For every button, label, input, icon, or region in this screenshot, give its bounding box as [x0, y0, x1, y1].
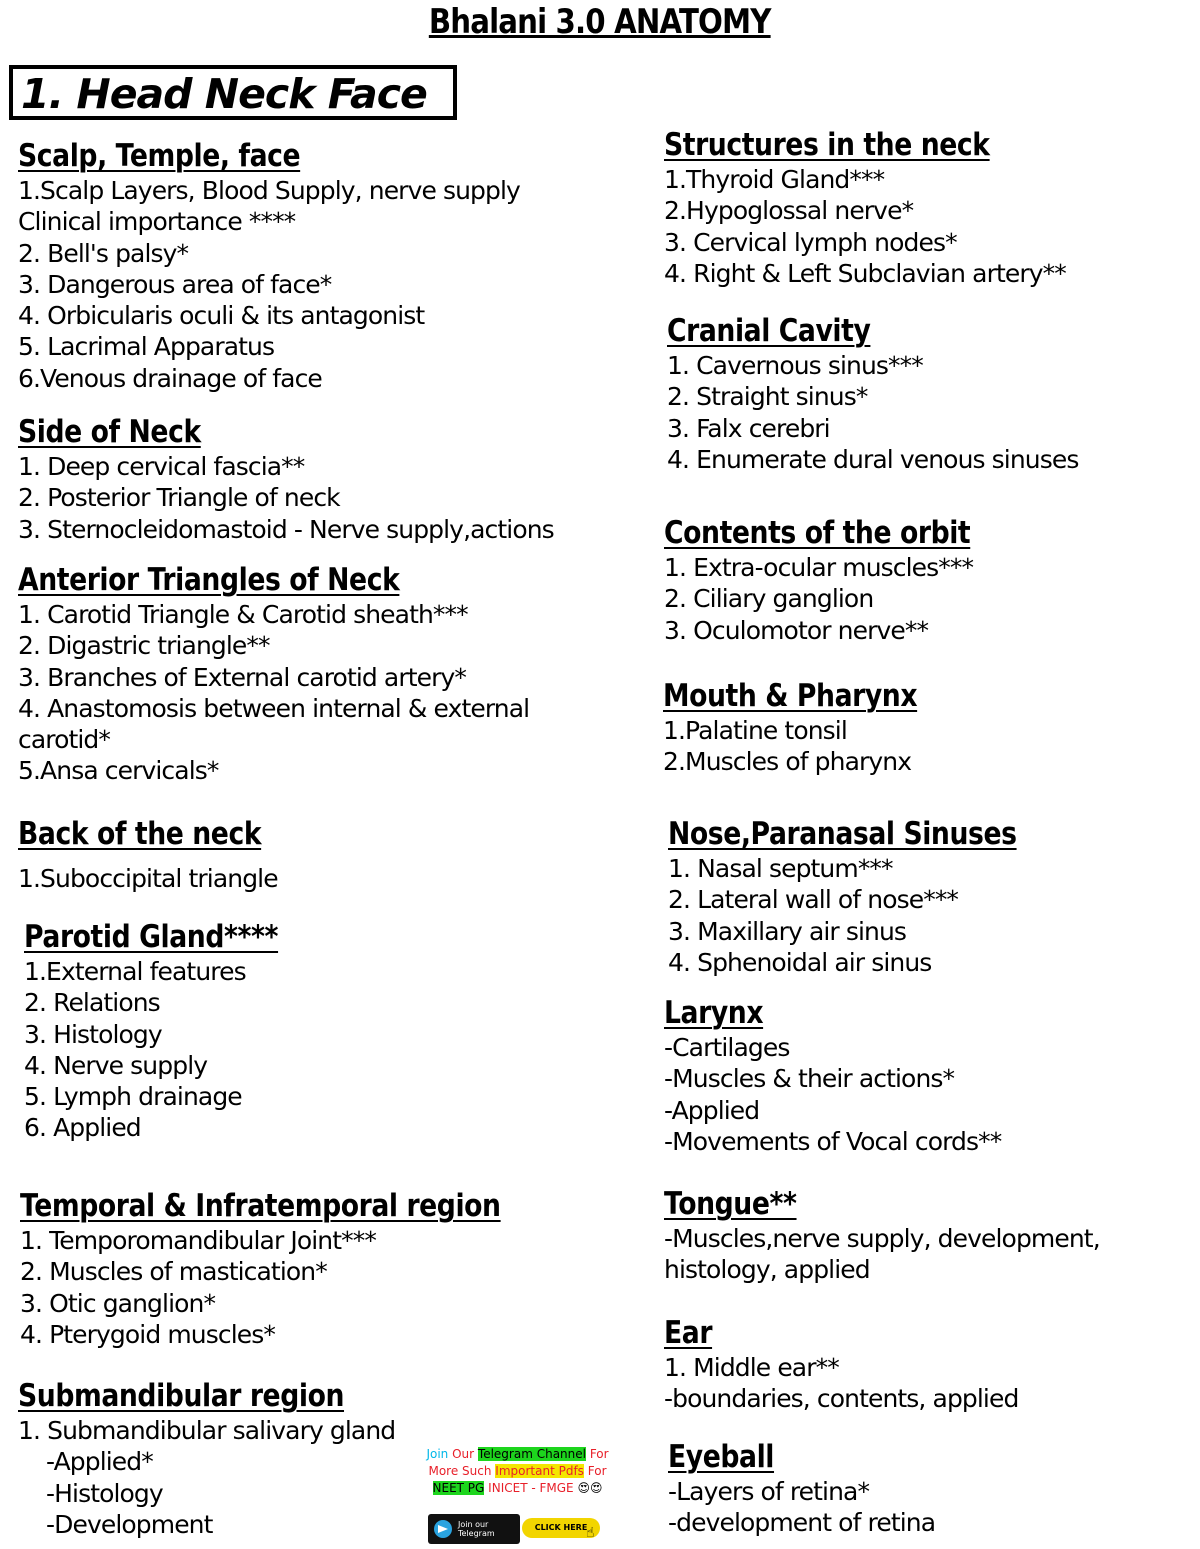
list-item: 5. Lacrimal Apparatus — [18, 332, 275, 362]
section-cranial-cavity — [667, 312, 1187, 475]
section-heading: Tongue** — [664, 1186, 797, 1222]
pointer-hand-icon: ☝ — [586, 1525, 595, 1541]
section-heading: Ear — [664, 1315, 713, 1351]
list-item: -Applied — [664, 1095, 760, 1125]
section-heading: Anterior Triangles of Neck — [18, 562, 400, 598]
telegram-button[interactable] — [428, 1514, 520, 1544]
section-heading: Scalp, Temple, face — [18, 138, 301, 174]
chapter-title-box — [9, 65, 457, 120]
section-submandibular — [18, 1377, 408, 1540]
list-item: 1. Cavernous sinus*** — [667, 351, 923, 380]
list-item: 1. Middle ear** — [664, 1353, 839, 1382]
list-item: 4. Orbicularis oculi & its antagonist — [18, 301, 425, 331]
list-item: 2. Lateral wall of nose*** — [668, 885, 959, 915]
section-structures-in-neck — [664, 126, 1184, 289]
list-item: 1. Carotid Triangle & Carotid sheath*** — [18, 600, 468, 629]
list-item: 3. Histology — [24, 1019, 162, 1049]
list-item: 3. Maxillary air sinus — [668, 916, 907, 946]
list-item: 4. Sphenoidal air sinus — [668, 947, 932, 977]
section-scalp — [18, 137, 618, 394]
list-item: -Applied* — [46, 1447, 153, 1477]
list-item: -Development — [46, 1509, 213, 1539]
list-item: Clinical importance **** — [18, 207, 296, 237]
list-item: 5. Lymph drainage — [24, 1082, 242, 1112]
section-heading: Nose,Paranasal Sinuses — [668, 816, 1017, 852]
section-ear — [664, 1314, 1184, 1415]
list-item: -Movements of Vocal cords** — [664, 1126, 1002, 1156]
section-heading: Back of the neck — [18, 816, 262, 852]
list-item: 1.External features — [24, 957, 246, 986]
list-item: 3. Otic ganglion* — [20, 1288, 216, 1318]
list-item: 1.Scalp Layers, Blood Supply, nerve supply — [18, 176, 520, 205]
telegram-button-label: Join our Telegram — [458, 1520, 495, 1538]
telegram-icon — [434, 1520, 452, 1538]
list-item: 2. Ciliary ganglion — [664, 584, 874, 614]
list-item: 1. Extra-ocular muscles*** — [664, 553, 974, 582]
list-item: -development of retina — [668, 1508, 936, 1538]
list-item: 1. Temporomandibular Joint*** — [20, 1226, 376, 1255]
section-heading: Contents of the orbit — [664, 515, 971, 551]
document-title: Bhalani 3.0 ANATOMY — [429, 2, 771, 42]
list-item: 1.Thyroid Gland*** — [664, 165, 885, 194]
promo-line: More Such Important Pdfs For — [428, 1464, 607, 1478]
list-item: 1.Suboccipital triangle — [18, 864, 278, 893]
section-heading: Structures in the neck — [664, 127, 990, 163]
list-item: 3. Dangerous area of face* — [18, 269, 332, 299]
list-item: 1. Deep cervical fascia** — [18, 452, 305, 481]
telegram-promo — [410, 1446, 625, 1546]
click-here-button[interactable]: CLICK HERE — [522, 1518, 600, 1538]
section-heading: Cranial Cavity — [667, 313, 871, 349]
section-heading: Larynx — [664, 995, 764, 1031]
section-parotid-gland — [24, 918, 624, 1144]
promo-line: NEET PG INICET - FMGE 😍😍 — [432, 1481, 603, 1495]
list-item: 6. Applied — [24, 1113, 141, 1143]
section-heading: Parotid Gland**** — [24, 919, 279, 955]
list-item: 3. Branches of External carotid artery* — [18, 662, 466, 692]
list-item: 5.Ansa cervicals* — [18, 756, 219, 786]
list-item: 6.Venous drainage of face — [18, 363, 322, 393]
section-side-of-neck — [18, 413, 618, 545]
section-heading: Temporal & Infratemporal region — [20, 1188, 501, 1224]
list-item: -Muscles & their actions* — [664, 1064, 955, 1094]
section-heading: Mouth & Pharynx — [663, 678, 918, 714]
list-item: 4. Pterygoid muscles* — [20, 1319, 275, 1349]
list-item: -boundaries, contents, applied — [664, 1384, 1019, 1414]
list-item: 3. Cervical lymph nodes* — [664, 227, 957, 257]
section-larynx — [664, 994, 1184, 1157]
list-item: 2. Straight sinus* — [667, 382, 868, 412]
list-item: -Layers of retina* — [668, 1477, 870, 1506]
list-item: 1. Nasal septum*** — [668, 854, 893, 883]
list-item: 3. Falx cerebri — [667, 413, 830, 443]
list-item: 2. Relations — [24, 988, 160, 1018]
section-eyeball — [668, 1438, 1188, 1539]
list-item: 2. Posterior Triangle of neck — [18, 483, 340, 513]
list-item: 4. Right & Left Subclavian artery** — [664, 258, 1066, 288]
list-item: -Histology — [46, 1478, 163, 1508]
section-heading: Submandibular region — [18, 1378, 345, 1414]
list-item: 2. Muscles of mastication* — [20, 1257, 327, 1287]
section-tongue — [664, 1185, 1134, 1286]
list-item: 3. Sternocleidomastoid - Nerve supply,actions — [18, 514, 554, 544]
list-item: 1. Submandibular salivary gland — [18, 1416, 396, 1445]
promo-line: Join Our Telegram Channel For — [426, 1447, 609, 1461]
list-item: 1.Palatine tonsil — [663, 716, 847, 745]
list-item: 3. Oculomotor nerve** — [664, 615, 929, 645]
section-back-of-neck — [18, 815, 618, 894]
list-item: -Muscles,nerve supply, development, histology, applied — [664, 1224, 1100, 1285]
section-contents-of-orbit — [664, 514, 1184, 646]
list-item: 4. Anastomosis between internal & external carotid* — [18, 693, 530, 755]
list-item: 2. Digastric triangle** — [18, 631, 270, 661]
list-item: -Cartilages — [664, 1033, 790, 1062]
list-item: 4. Enumerate dural venous sinuses — [667, 444, 1079, 474]
section-nose-paranasal — [668, 815, 1188, 978]
section-heading: Side of Neck — [18, 414, 201, 450]
section-temporal-infratemporal — [20, 1187, 620, 1350]
list-item: 4. Nerve supply — [24, 1050, 208, 1080]
list-item: 2.Hypoglossal nerve* — [664, 196, 914, 226]
list-item: 2.Muscles of pharynx — [663, 747, 912, 777]
list-item: 2. Bell's palsy* — [18, 238, 189, 268]
section-heading: Eyeball — [668, 1439, 775, 1475]
section-mouth-pharynx — [663, 677, 1183, 778]
section-anterior-triangles — [18, 561, 573, 787]
chapter-title: 1. Head Neck Face — [21, 70, 427, 118]
